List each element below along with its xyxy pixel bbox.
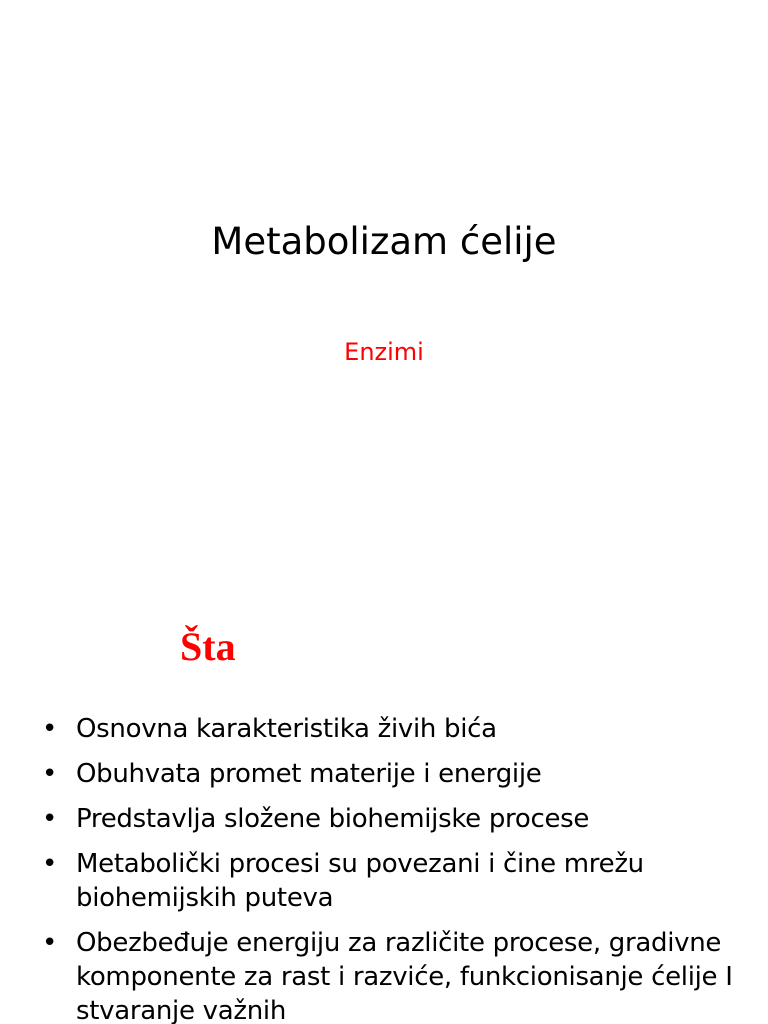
bullet-icon: • <box>42 928 58 958</box>
slide-subtitle: Enzimi <box>344 338 424 366</box>
list-item-text: Obezbeđuje energiju za različite procese, gradivne komponente za rast i razviće, funkcionisanje ćelije I stvaranje važnih <box>76 928 733 1024</box>
list-item <box>40 712 740 746</box>
list-item <box>40 757 740 791</box>
slide-content <box>0 576 768 1024</box>
list-item-text: Predstavlja složene biohemijske procese <box>76 804 590 834</box>
list-item-text: Obuhvata promet materije i energije <box>76 759 542 789</box>
bullet-list <box>40 712 740 1024</box>
content-slide-heading: Šta <box>180 624 236 669</box>
list-item-text: Osnovna karakteristika živih bića <box>76 714 497 744</box>
bullet-icon: • <box>42 849 58 879</box>
list-item <box>40 926 740 1024</box>
slide-title-heading: Metabolizam ćelije <box>211 220 557 263</box>
bullet-icon: • <box>42 759 58 789</box>
list-item <box>40 802 740 836</box>
list-item-text: Metabolički procesi su povezani i čine mrežu biohemijskih puteva <box>76 849 644 913</box>
list-item <box>40 847 740 915</box>
bullet-icon: • <box>42 804 58 834</box>
bullet-icon: • <box>42 714 58 744</box>
